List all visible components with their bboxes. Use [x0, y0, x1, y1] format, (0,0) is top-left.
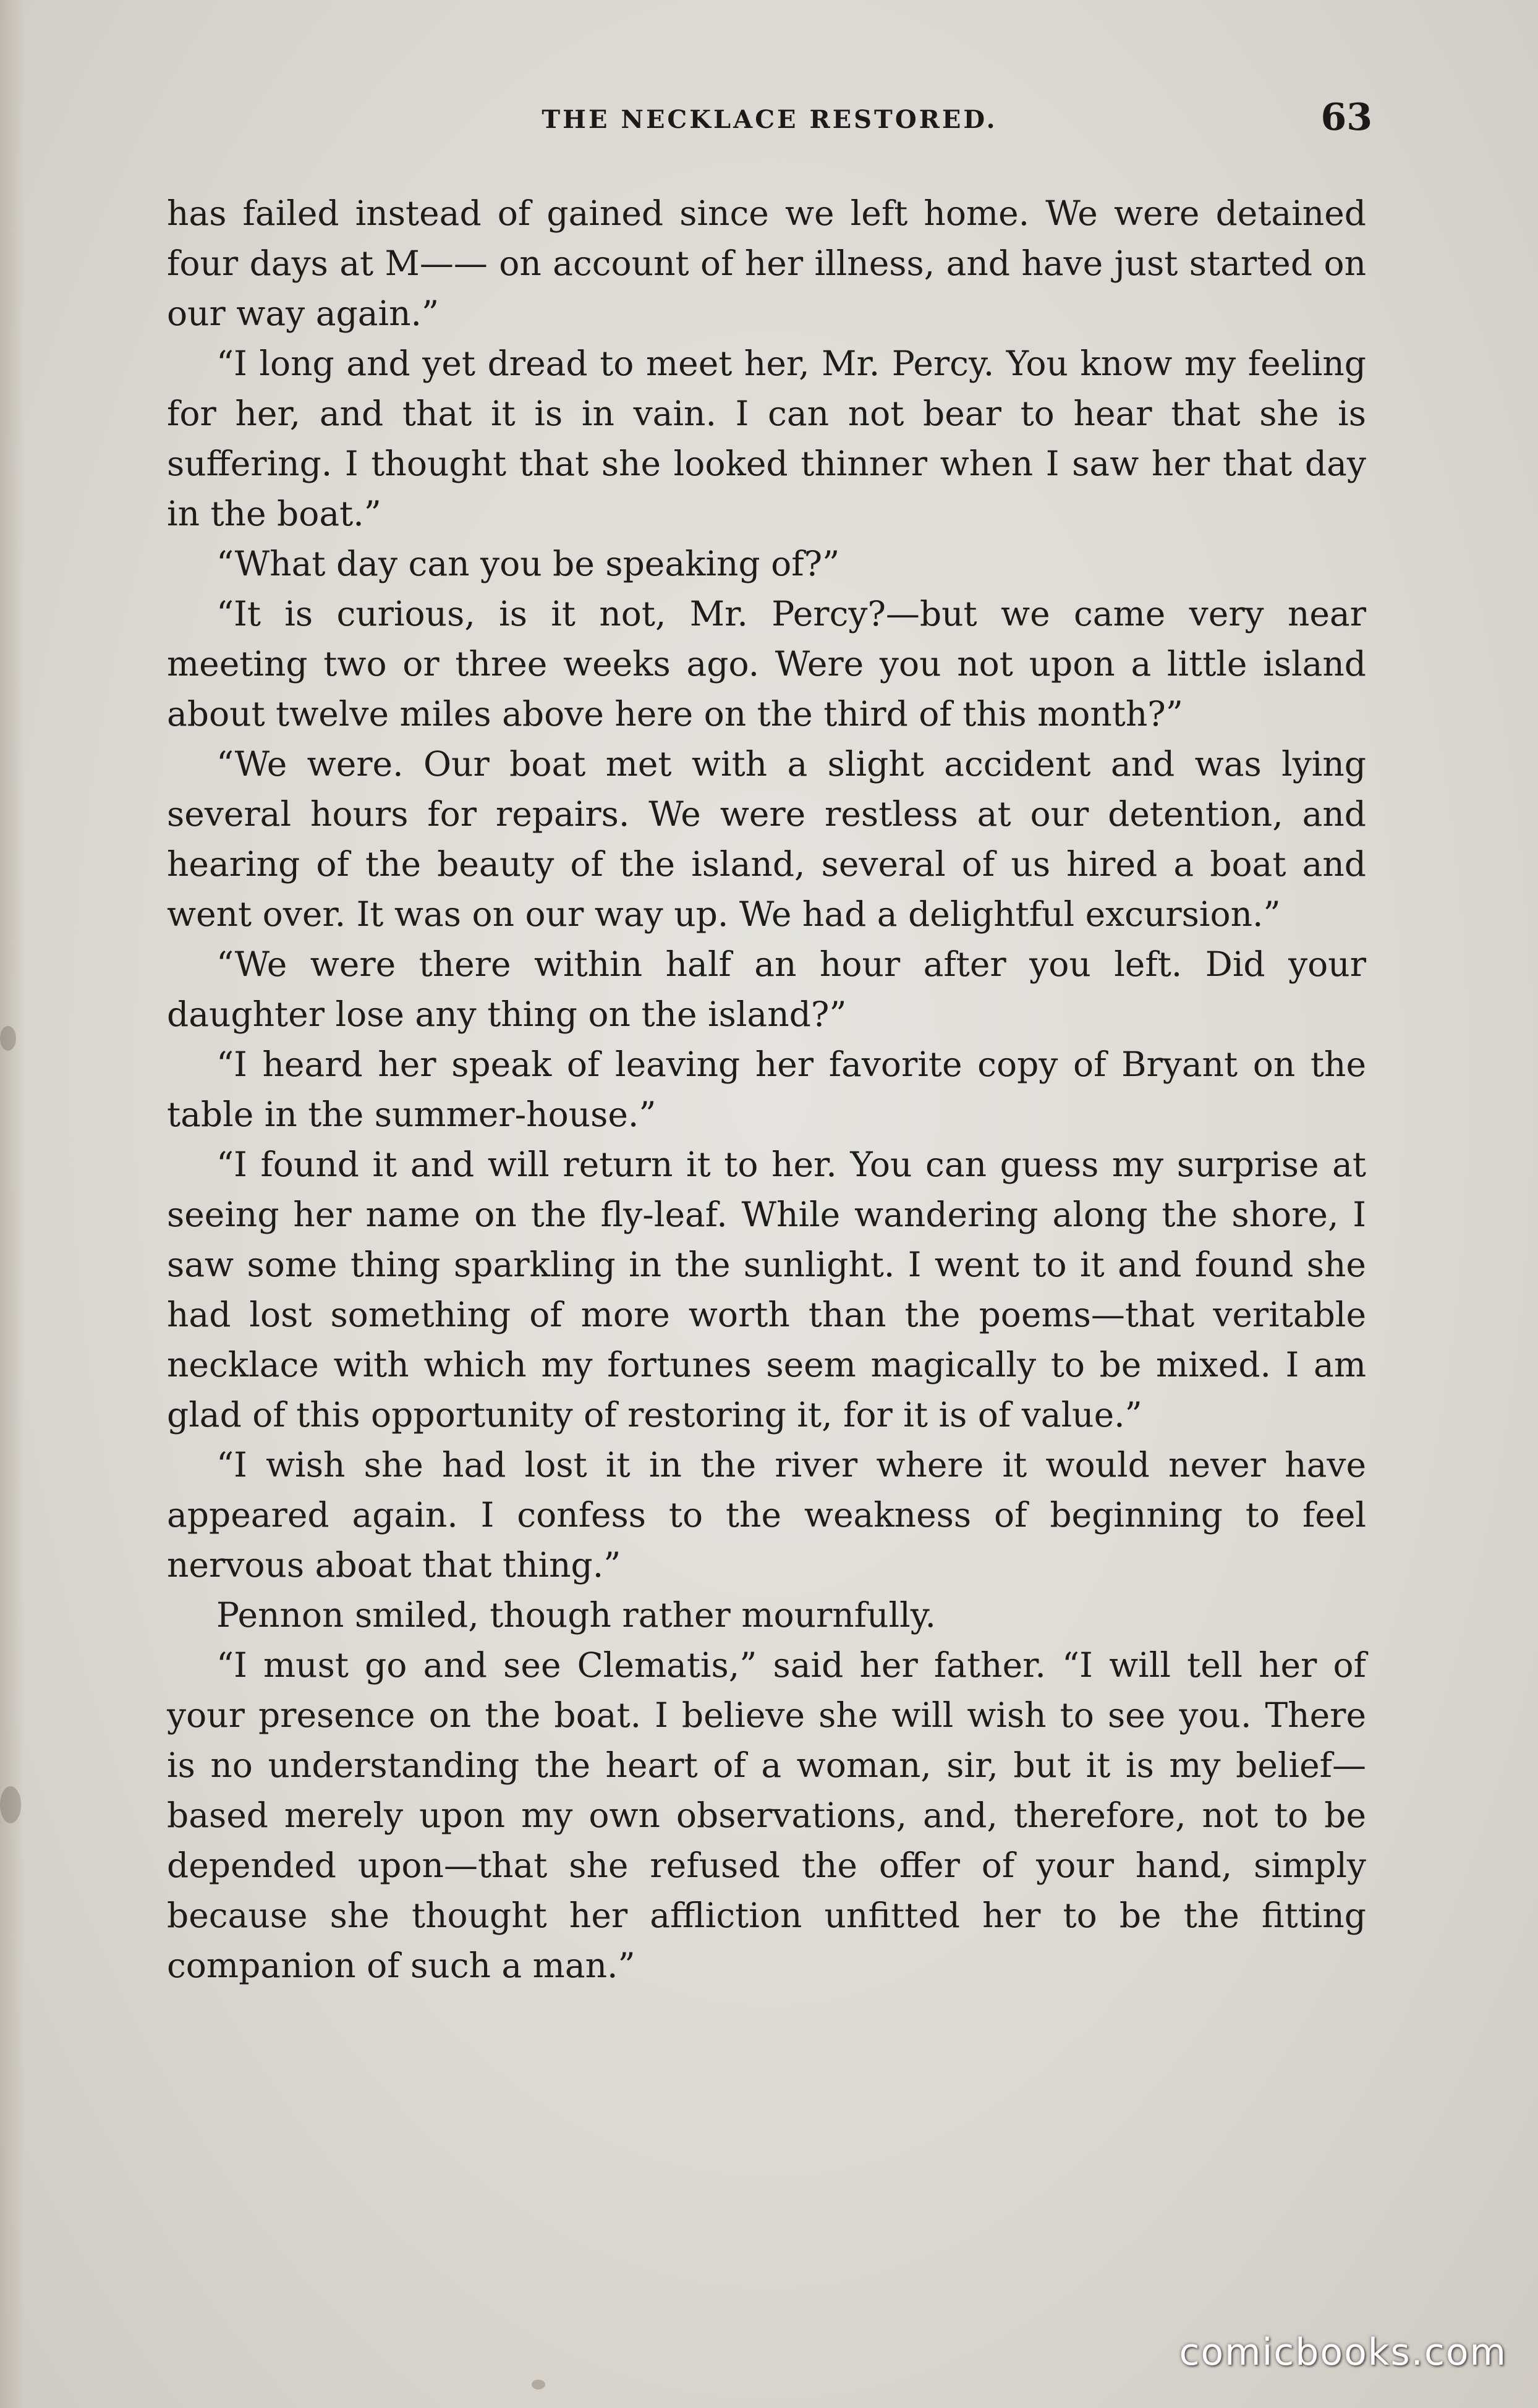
paragraph: “I must go and see Clematis,” said her father. “I will tell her of your presence on the boat. I believe she will wish to see you. There is no understanding the heart of a woman, sir, but it is my belief—based merely upon my own observations, and, therefore, not to be depended upon—that she refused the offer of your hand, simply because she thought her affliction unfitted her to be the fitting companion of such a man.”	[167, 1645, 1366, 1985]
paragraph: “I wish she had lost it in the river where it would never have appeared again. I confess to the weakness of beginning to feel nervous aboat that thing.”	[167, 1445, 1366, 1585]
page-edge-shadow	[0, 0, 25, 2408]
paragraph: “I long and yet dread to meet her, Mr. Percy. You know my feeling for her, and that it is in vain. I can not bear to hear that she is suffering. I thought that she looked thinner when I saw her that day in the boat.”	[167, 344, 1366, 533]
body-text	[167, 189, 1366, 1991]
paragraph: “We were there within half an hour after you left. Did your daughter lose any thing on the island?”	[167, 944, 1366, 1034]
paragraph: “We were. Our boat met with a slight accident and was lying several hours for repairs. We were restless at our detention, and hearing of the beauty of the island, several of us hired a boat and went over. It was on our way up. We had a delightful excursion.”	[167, 744, 1366, 934]
paragraph: Pennon smiled, though rather mournfully.	[216, 1595, 936, 1635]
paper-stain	[0, 1026, 16, 1051]
watermark: comicbooks.com	[1179, 2331, 1507, 2374]
paragraph: has failed instead of gained since we left home. We were detained four days at M—— on account of her illness, and have just started on our way again.”	[167, 193, 1366, 333]
paragraph: “I found it and will return it to her. You can guess my surprise at seeing her name on the fly-leaf. While wandering along the shore, I saw some thing sparkling in the sunlight. I went to it and found she had lost something of more worth than the poems—that veritable necklace with which my fortunes seem magically to be mixed. I am glad of this opportunity of restoring it, for it is of value.”	[167, 1145, 1366, 1435]
paper-stain	[0, 1786, 21, 1823]
paragraph: “What day can you be speaking of?”	[216, 544, 840, 583]
running-head	[167, 93, 1372, 148]
paper-stain	[532, 2380, 545, 2389]
running-title: THE NECKLACE RESTORED.	[542, 105, 998, 134]
page-number: 63	[1320, 96, 1372, 139]
paragraph: “I heard her speak of leaving her favorite copy of Bryant on the table in the summer-house.”	[167, 1045, 1366, 1134]
paragraph: “It is curious, is it not, Mr. Percy?—but we came very near meeting two or three weeks ago. Were you not upon a little island about twelve miles above here on the third of this month?”	[167, 594, 1366, 734]
